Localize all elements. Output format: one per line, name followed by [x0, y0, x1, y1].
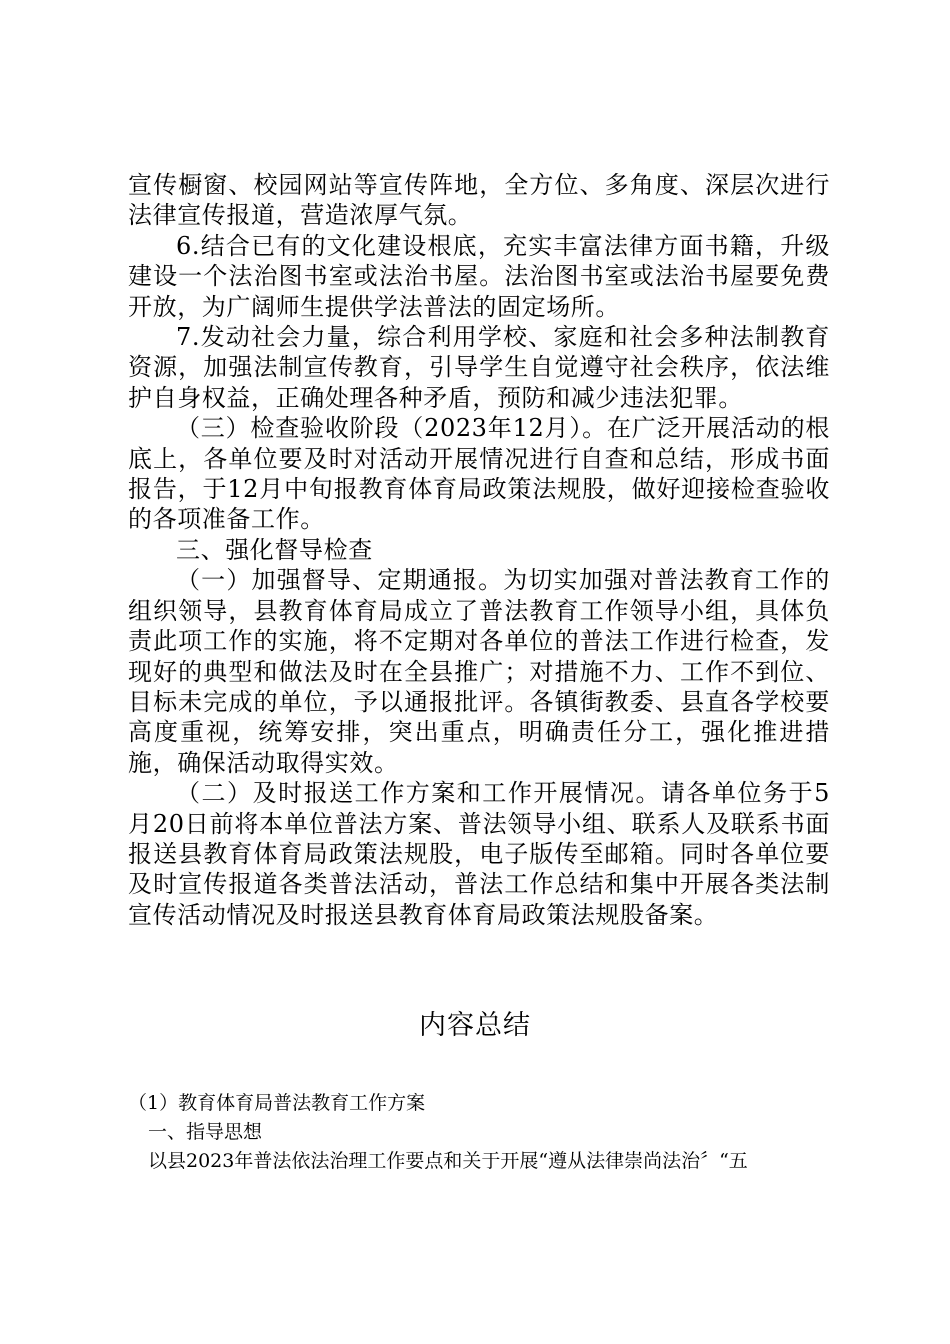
paragraph-continuation: 宣传橱窗、校园网站等宣传阵地，全方位、多角度、深层次进行法律宣传报道，营造浓厚气氛。 — [128, 171, 830, 230]
section-heading-supervision: 三、强化督导检查 — [176, 535, 373, 564]
summary-section — [128, 1089, 848, 1176]
summary-title: 内容总结 — [419, 1010, 531, 1041]
paragraph-item-7: 7.发动社会力量，综合利用学校、家庭和社会多种法制教育资源，加强法制宣传教育，引导学生自觉遵守社会秩序，依法维护自身权益，正确处理各种矛盾，预防和减少违法犯罪。 — [128, 323, 830, 412]
paragraph-inspection-stage: （三）检查验收阶段（2023年12月）。在广泛开展活动的根底上，各单位要及时对活动开展情况进行自查和总结，形成书面报告，于12月中旬报教育体育局政策法规股，做好迎接检查验收的各项准备工作。 — [128, 414, 830, 534]
paragraph-supervision-1: （一）加强督导、定期通报。为切实加强对普法教育工作的组织领导，县教育体育局成立了普法教育工作领导小组，具体负责此项工作的实施，将不定期对各单位的普法工作进行检查，发现好的典型和做法及时在全县推广；对措施不力、工作不到位、目标未完成的单位，予以通报批评。各镇街教委、县直各学校要高度重视，统筹安排，突出重点，明确责任分工，强化推进措施，确保活动取得实效。 — [128, 566, 830, 777]
summary-item: （1）教育体育局普法教育工作方案 — [128, 1092, 426, 1114]
summary-text: 以县2023年普法依法治理工作要点和关于开展“遵从法律崇尚法治〞“五 — [148, 1150, 748, 1172]
paragraph-supervision-2: （二）及时报送工作方案和工作开展情况。请各单位务于5月20日前将本单位普法方案、普法领导小组、联系人及联系书面报送县教育体育局政策法规股，电子版传至邮箱。同时各单位要及时宣传报道各类普法活动，普法工作总结和集中开展各类法制宣传活动情况及时报送县教育体育局政策法规股备案。 — [128, 779, 830, 929]
summary-heading: 一、指导思想 — [148, 1121, 263, 1143]
body-text — [128, 170, 830, 930]
paragraph-item-6: 6.结合已有的文化建设根底，充实丰富法律方面书籍，升级建设一个法治图书室或法治书屋。法治图书室或法治书屋要免费开放，为广阔师生提供学法普法的固定场所。 — [128, 231, 830, 321]
